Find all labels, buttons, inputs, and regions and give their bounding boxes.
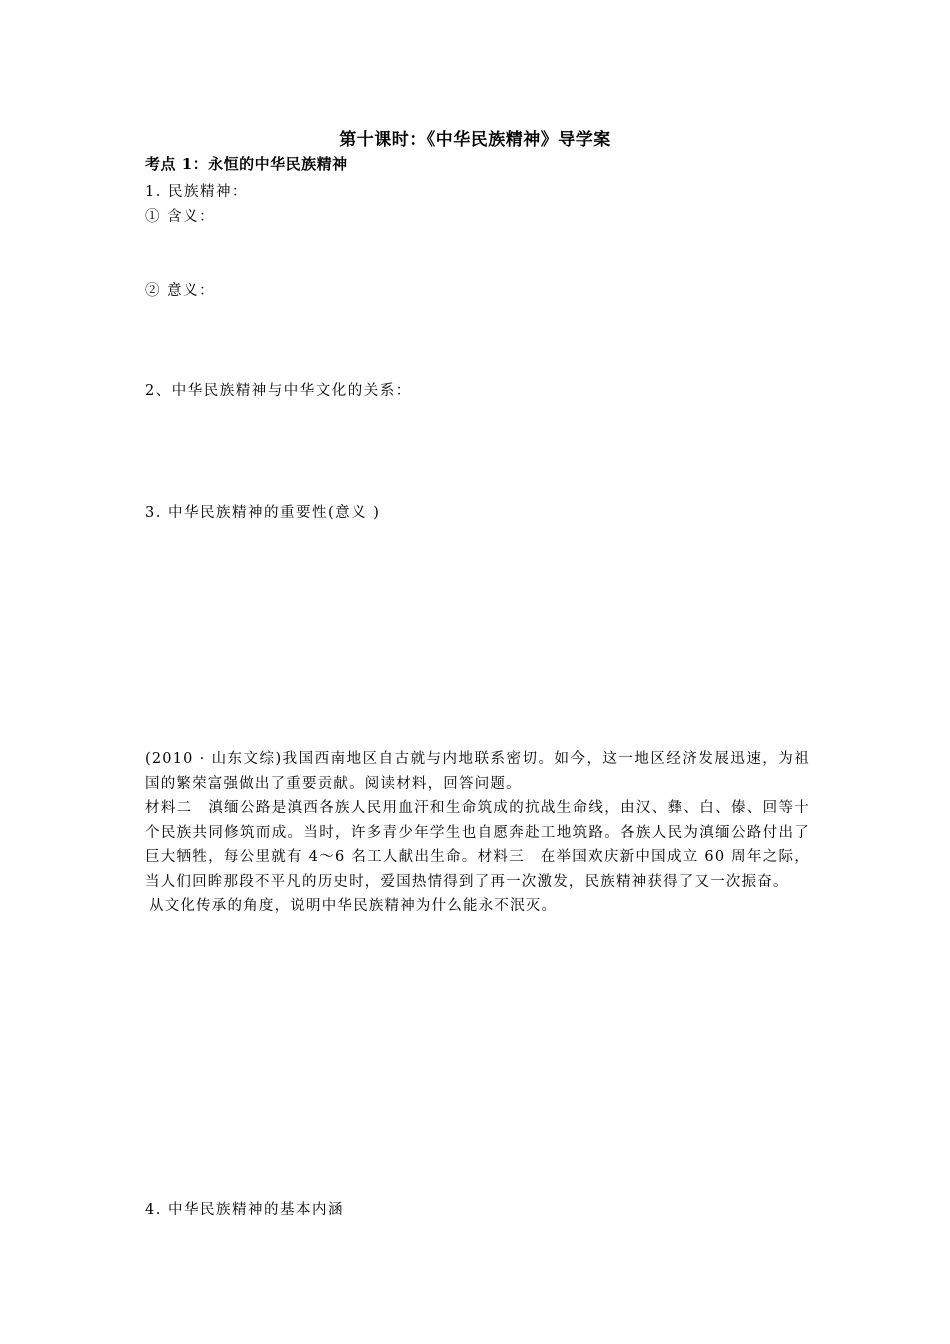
item-1-heading: 1. 民族精神： [145, 184, 248, 200]
item-1-meaning: ① 含义： [145, 209, 216, 225]
item-1-significance: ② 意义： [145, 283, 216, 299]
item-4-heading: 4. 中华民族精神的基本内涵 [145, 1202, 344, 1218]
page-title: 第十课时：《中华民族精神》导学案 [339, 130, 611, 150]
material-question: 从文化传承的角度，说明中华民族精神为什么能永不泯灭。 [149, 898, 558, 914]
section-heading: 考点 1：永恒的中华民族精神 [145, 155, 348, 173]
material-text: 材料二 滇缅公路是滇西各族人民用血汗和生命筑成的抗战生命线，由汉、彝、白、傣、回等十个民族共同修筑而成。当时，许多青少年学生也自愿奔赴工地筑路。各族人民为滇缅公路付出了巨大牺牲，每公里就有 4～6 名工人献出生命。材料三 在举国欢庆新中国成立 60 周年之际，当人们回眸那段不平凡的历史时，爱国热情得到了再一次激发，民族精神获得了又一次振奋。 [145, 800, 810, 890]
item-3-heading: 3. 中华民族精神的重要性(意义 ) [145, 505, 381, 521]
material-block [145, 747, 810, 919]
material-intro: (2010 · 山东文综)我国西南地区自古就与内地联系密切。如今，这一地区经济发展迅速，为祖国的繁荣富强做出了重要贡献。阅读材料，回答问题。 [145, 751, 810, 792]
item-2-heading: 2、中华民族精神与中华文化的关系： [145, 383, 412, 399]
